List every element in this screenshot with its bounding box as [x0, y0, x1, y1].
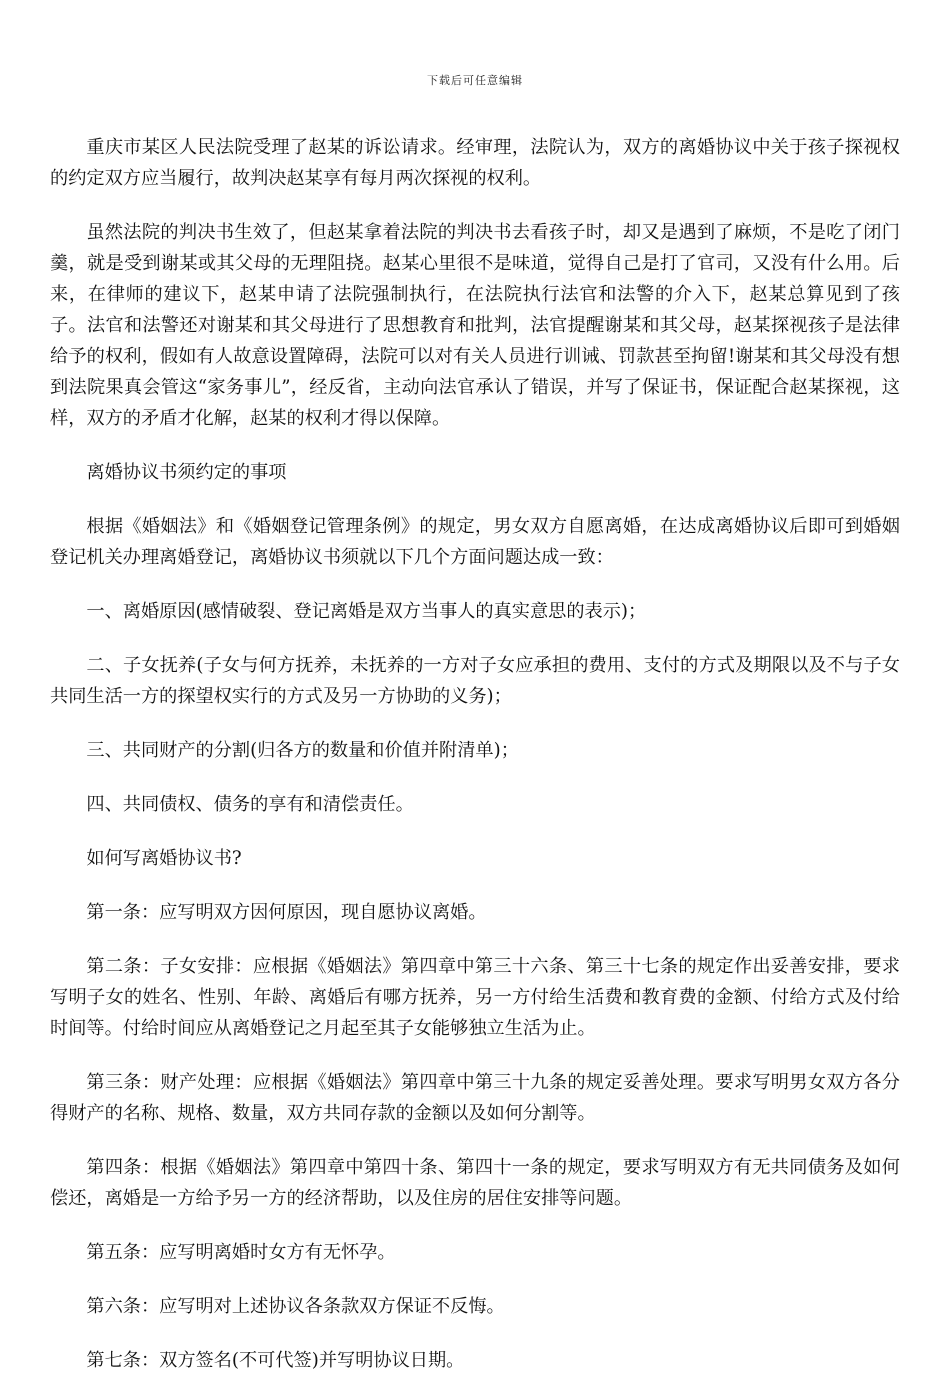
article-2: 第二条：子女安排：应根据《婚姻法》第四章中第三十六条、第三十七条的规定作出妥善安排，要求写明子女的姓名、性别、年龄、离婚后有哪方抚养，另一方付给生活费和教育费的金额、付给方式及付给时间等。付给时间应从离婚登记之月起至其子女能够独立生活为止。 [50, 956, 900, 1039]
section-heading-how-to-write: 如何写离婚协议书? [86, 848, 242, 869]
article-5: 第五条：应写明离婚时女方有无怀孕。 [86, 1242, 396, 1263]
list-item-divorce-reason: 一、离婚原因(感情破裂、登记离婚是双方当事人的真实意思的表示)； [86, 601, 647, 622]
article-6: 第六条：应写明对上述协议各条款双方保证不反悔。 [86, 1296, 505, 1317]
article-3: 第三条：财产处理：应根据《婚姻法》第四章中第三十九条的规定妥善处理。要求写明男女双方各分得财产的名称、规格、数量，双方共同存款的金额以及如何分割等。 [50, 1072, 900, 1124]
section-heading-agreement-items: 离婚协议书须约定的事项 [86, 462, 287, 483]
page-header: 下载后可任意编辑 [427, 74, 523, 87]
list-item-debts: 四、共同债权、债务的享有和清偿责任。 [86, 794, 414, 815]
list-item-property-division: 三、共同财产的分割(归各方的数量和价值并附清单)； [86, 740, 519, 761]
document-body [50, 132, 900, 1399]
article-7: 第七条：双方签名(不可代签)并写明协议日期。 [86, 1350, 465, 1371]
paragraph-enforcement: 虽然法院的判决书生效了，但赵某拿着法院的判决书去看孩子时，却又是遇到了麻烦，不是吃了闭门羹，就是受到谢某或其父母的无理阻挠。赵某心里很不是味道，觉得自己是打了官司，又没有什么用。后来，在律师的建议下，赵某申请了法院强制执行，在法院执行法官和法警的介入下，赵某总算见到了孩子。法官和法警还对谢某和其父母进行了思想教育和批判，法官提醒谢某和其父母，赵某探视孩子是法律给予的权利，假如有人故意设置障碍，法院可以对有关人员进行训诫、罚款甚至拘留!谢某和其父母没有想到法院果真会管这“家务事儿”，经反省，主动向法官承认了错误，并写了保证书，保证配合赵某探视，这样，双方的矛盾才化解，赵某的权利才得以保障。 [50, 222, 900, 429]
paragraph-legal-basis: 根据《婚姻法》和《婚姻登记管理条例》的规定，男女双方自愿离婚，在达成离婚协议后即可到婚姻登记机关办理离婚登记，离婚协议书须就以下几个方面问题达成一致： [50, 516, 900, 568]
list-item-child-custody: 二、子女抚养(子女与何方抚养，未抚养的一方对子女应承担的费用、支付的方式及期限以及不与子女共同生活一方的探望权实行的方式及另一方协助的义务)； [50, 655, 900, 707]
article-4: 第四条：根据《婚姻法》第四章中第四十条、第四十一条的规定，要求写明双方有无共同债务及如何偿还，离婚是一方给予另一方的经济帮助，以及住房的居住安排等问题。 [50, 1157, 900, 1209]
article-1: 第一条：应写明双方因何原因，现自愿协议离婚。 [86, 902, 487, 923]
paragraph-court-ruling: 重庆市某区人民法院受理了赵某的诉讼请求。经审理，法院认为，双方的离婚协议中关于孩子探视权的约定双方应当履行，故判决赵某享有每月两次探视的权利。 [50, 137, 900, 189]
